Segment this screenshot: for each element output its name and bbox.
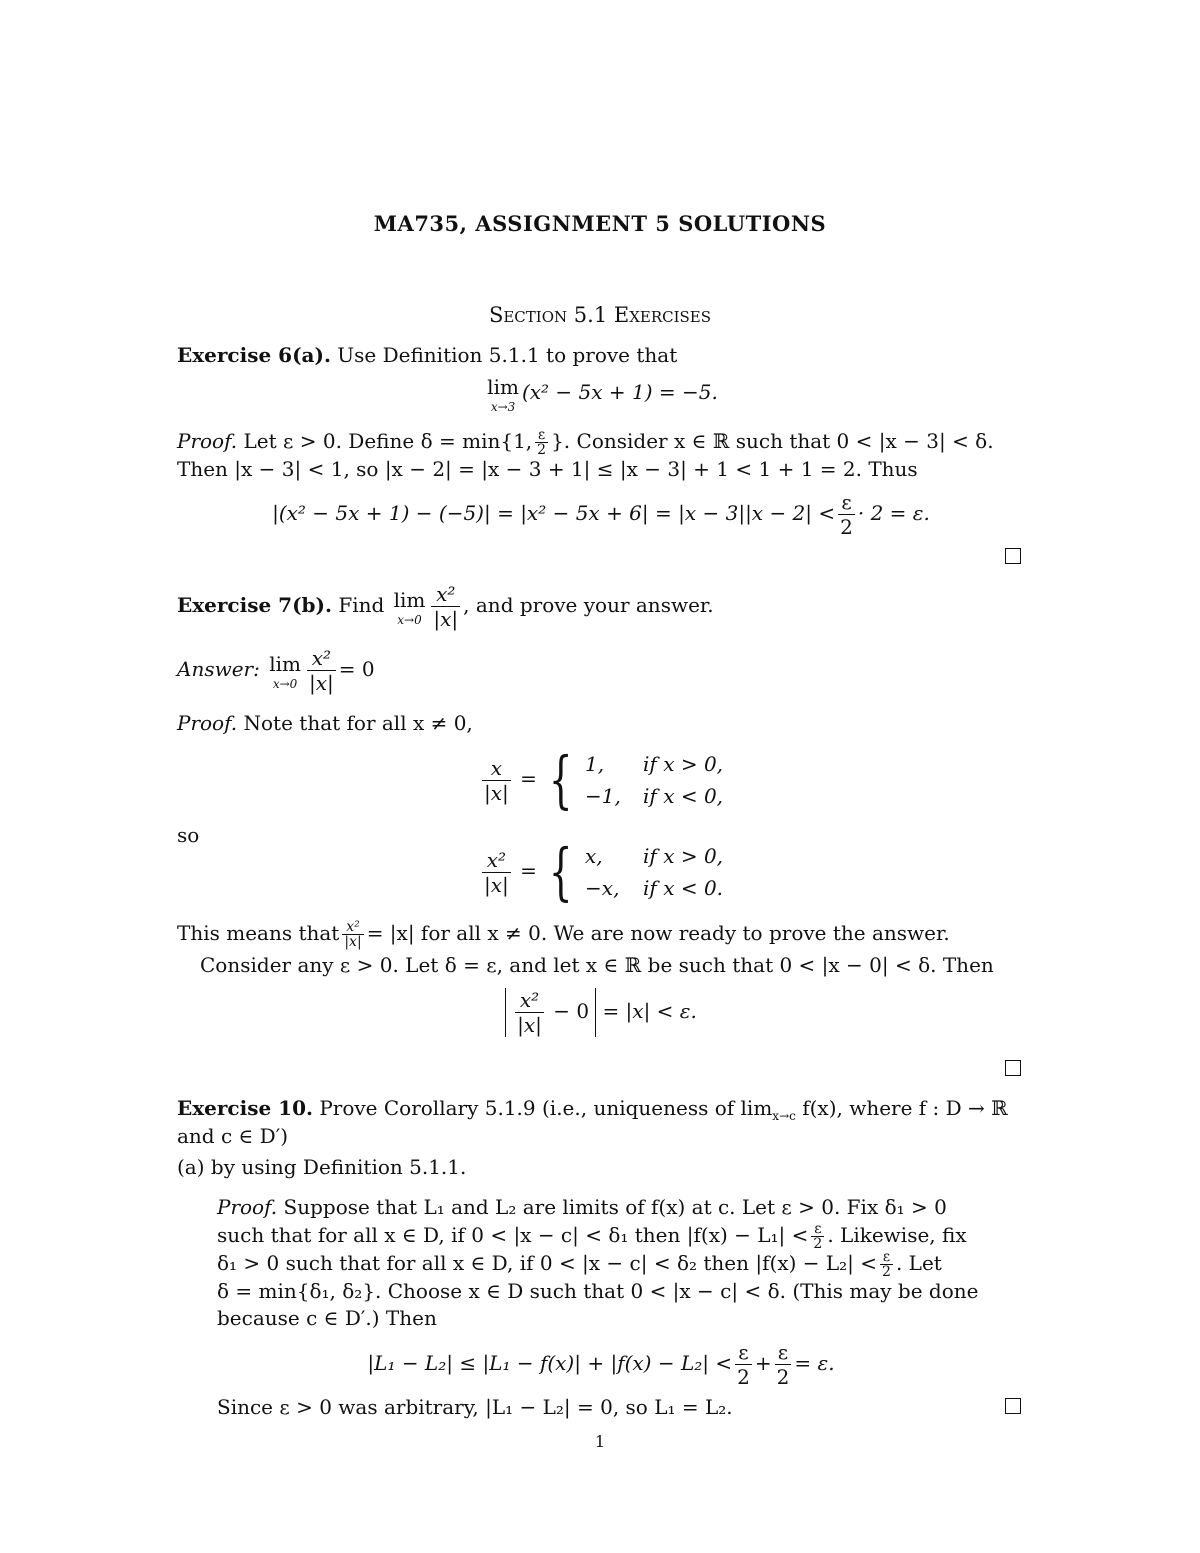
- exercise-6-heading: Exercise 6(a).: [177, 343, 331, 367]
- proof-label: Proof.: [217, 1195, 278, 1219]
- exercise-6-statement: [177, 342, 1025, 369]
- exercise-10-display: |L₁ − L₂| ≤ |L₁ − f(x)| + |f(x) − L₂| < $\frac{\varepsilon}{2}$ + $\frac{\varepsilon}{2}$ = ε.: [367, 1340, 835, 1389]
- limit-operator: lim x→0: [393, 588, 426, 627]
- proof-label: Proof.: [177, 429, 238, 453]
- exercise-7-final-display: $\frac{\text{x²}}{|x|}$ − 0 = |x| < ε.: [177, 988, 1025, 1037]
- section-heading: Section 5.1 Exercises: [488, 303, 712, 327]
- exercise-10-heading: Exercise 10.: [177, 1096, 313, 1120]
- exercise-10-proof-line-4: δ = min{δ₁, δ₂}. Choose x ∈ D such that 0 < |x − c| < δ. (This may be done: [217, 1279, 979, 1303]
- exercise-10-part-a: (a) by using Definition 5.1.1.: [177, 1155, 467, 1179]
- exercise-7-heading: Exercise 7(b).: [177, 593, 332, 617]
- cases-display-1: $\frac{x}{|x|}$ = { 1, if x > 0, −1, if x < 0,: [483, 743, 724, 816]
- page-number: 1: [594, 1432, 606, 1451]
- exercise-10-statement-2: and c ∈ D′): [177, 1124, 289, 1148]
- brace-icon: {: [549, 835, 573, 908]
- qed-box: [1005, 548, 1021, 564]
- epsilon-over-two: $\frac{\varepsilon}{2}$: [537, 427, 547, 458]
- document-title: MA735, ASSIGNMENT 5 SOLUTIONS: [373, 211, 827, 236]
- exercise-7-proof-intro: Proof. Note that for all x ≠ 0,: [177, 711, 473, 735]
- brace-icon: {: [549, 743, 573, 816]
- exercise-10-proof-line-1: Proof. Suppose that L₁ and L₂ are limits of f(x) at c. Let ε > 0. Fix δ₁ > 0: [217, 1195, 947, 1219]
- exercise-6-proof-line-2: Then |x − 3| < 1, so |x − 2| = |x − 3 + 1| ≤ |x − 3| + 1 < 1 + 1 = 2. Thus: [177, 457, 918, 481]
- qed-box: [1005, 1398, 1021, 1414]
- fraction-x2-over-absx: $\frac{\text{x²}}{|x|}$: [433, 582, 459, 631]
- exercise-10-conclusion: Since ε > 0 was arbitrary, |L₁ − L₂| = 0, so L₁ = L₂.: [217, 1395, 733, 1419]
- exercise-7-statement: Exercise 7(b). Find lim x→0 $\frac{\text{x²}}{|x|}$ , and prove your answer.: [177, 582, 714, 631]
- exercise-6-display-2: |(x² − 5x + 1) − (−5)| = |x² − 5x + 6| = |x − 3||x − 2| < $\frac{\varepsilon}{2}$ · 2 = ε.: [272, 490, 930, 539]
- exercise-7-answer: Answer: lim x→0 $\frac{\text{x²}}{|x|}$ = 0: [177, 646, 375, 695]
- proof-label: Proof.: [177, 711, 238, 735]
- epsilon-over-two: $\frac{\varepsilon}{2}$: [840, 490, 853, 539]
- so-text: so: [177, 823, 200, 847]
- exercise-10-proof-line-5: because c ∈ D′.) Then: [217, 1306, 437, 1330]
- qed-box: [1005, 1060, 1021, 1076]
- answer-label: Answer:: [177, 657, 260, 681]
- exercise-10-statement: Exercise 10. Prove Corollary 5.1.9 (i.e., uniqueness of $\lim_{x\to c} f(x)$, where f : D → ℝ: [177, 1096, 1008, 1123]
- exercise-10-proof-line-3: δ₁ > 0 such that for all x ∈ D, if 0 < |x − c| < δ₂ then |f(x) − L₂| < $\frac{\varepsilon}{2}$ . Let: [217, 1249, 942, 1280]
- exercise-7-consider: Consider any ε > 0. Let δ = ε, and let x ∈ ℝ be such that 0 < |x − 0| < δ. Then: [200, 953, 994, 977]
- exercise-7-means: This means that $\frac{\text{x²}}{|x|}$ = |x| for all x ≠ 0. We are now ready to prove the answer.: [177, 919, 950, 950]
- exercise-6-text: Use Definition 5.1.1 to prove that: [337, 343, 678, 367]
- exercise-6-proof-line-1: Proof. Let ε > 0. Define δ = min{1, $\frac{\varepsilon}{2}$ }. Consider x ∈ ℝ such that 0 < |x − 3| < δ.: [177, 427, 994, 458]
- exercise-10-proof-line-2: such that for all x ∈ D, if 0 < |x − c| < δ₁ then |f(x) − L₁| < $\frac{\varepsilon}{2}$ . Likewise, fix: [217, 1221, 967, 1252]
- limit-operator: lim x→3: [487, 375, 519, 414]
- limit-operator: lim x→0: [269, 652, 301, 691]
- exercise-6-display: lim x→3 (x² − 5x + 1) = −5.: [487, 375, 718, 414]
- cases-display-2: $\frac{\text{x²}}{|x|}$ = { x, if x > 0, −x, if x < 0.: [483, 835, 724, 908]
